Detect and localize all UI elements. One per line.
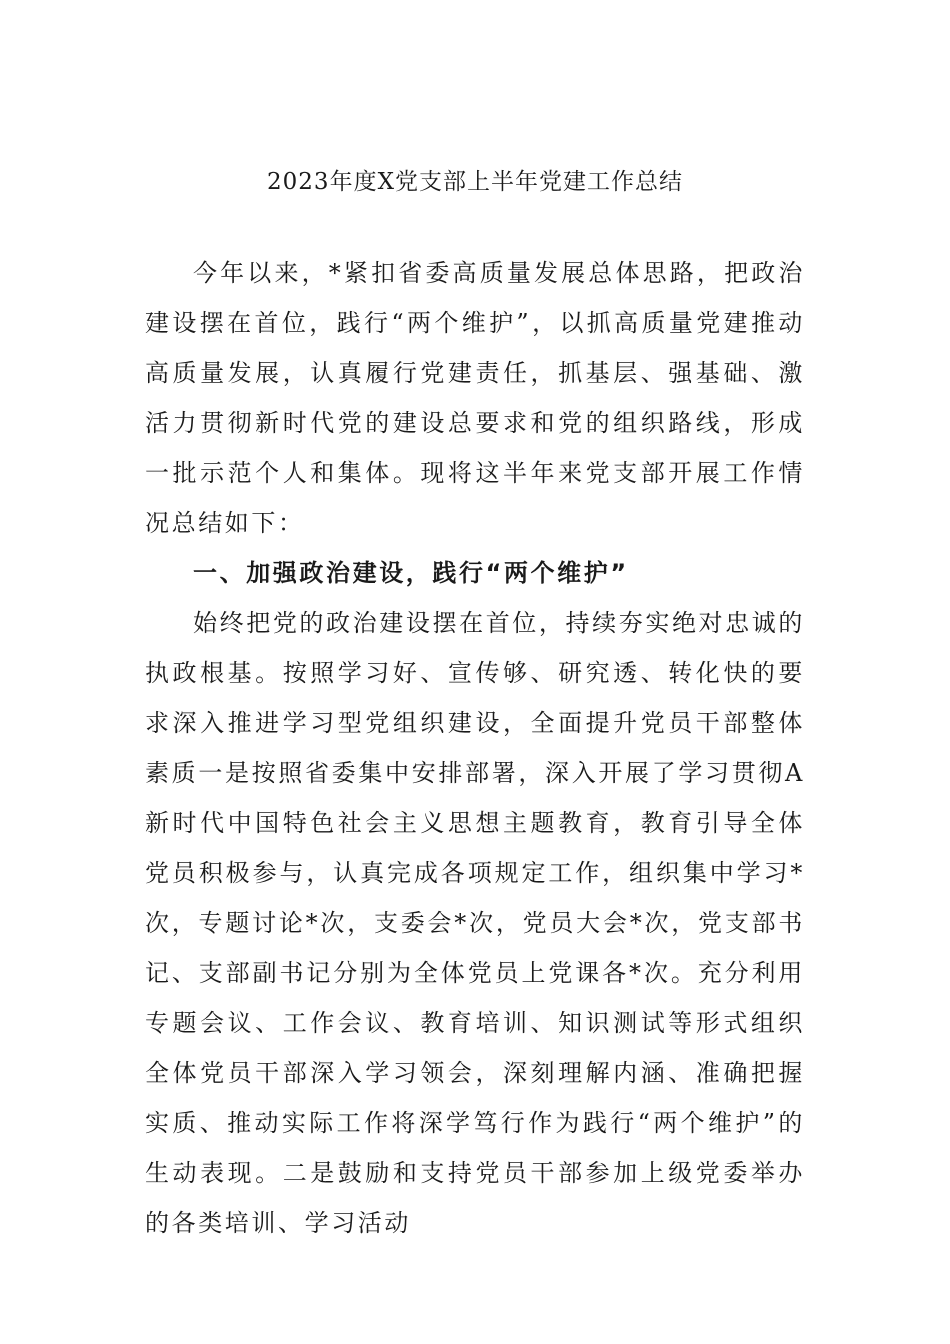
document-title: 2023年度X党支部上半年党建工作总结	[267, 169, 683, 195]
intro-paragraph: 今年以来，*紧扣省委高质量发展总体思路，把政治建设摆在首位，践行“两个维护”，以抓高质量党建推动高质量发展，认真履行党建责任，抓基层、强基础、激活力贯彻新时代党的建设总要求和党的组织路线，形成一批示范个人和集体。现将这半年来党支部开展工作情况总结如下：	[145, 259, 805, 537]
section-1-paragraph: 始终把党的政治建设摆在首位，持续夯实绝对忠诚的执政根基。按照学习好、宣传够、研究透、转化快的要求深入推进学习型党组织建设，全面提升党员干部整体素质一是按照省委集中安排部署，深入开展了学习贯彻A新时代中国特色社会主义思想主题教育，教育引导全体党员积极参与，认真完成各项规定工作，组织集中学习*次，专题讨论*次，支委会*次，党员大会*次，党支部书记、支部副书记分别为全体党员上党课各*次。充分利用专题会议、工作会议、教育培训、知识测试等形式组织全体党员干部深入学习领会，深刻理解内涵、准确把握实质、推动实际工作将深学笃行作为践行“两个维护”的生动表现。二是鼓励和支持党员干部参加上级党委举办的各类培训、学习活动	[145, 609, 805, 1237]
document-body	[145, 248, 805, 1248]
section-1-heading: 一、加强政治建设，践行“两个维护”	[193, 559, 629, 587]
